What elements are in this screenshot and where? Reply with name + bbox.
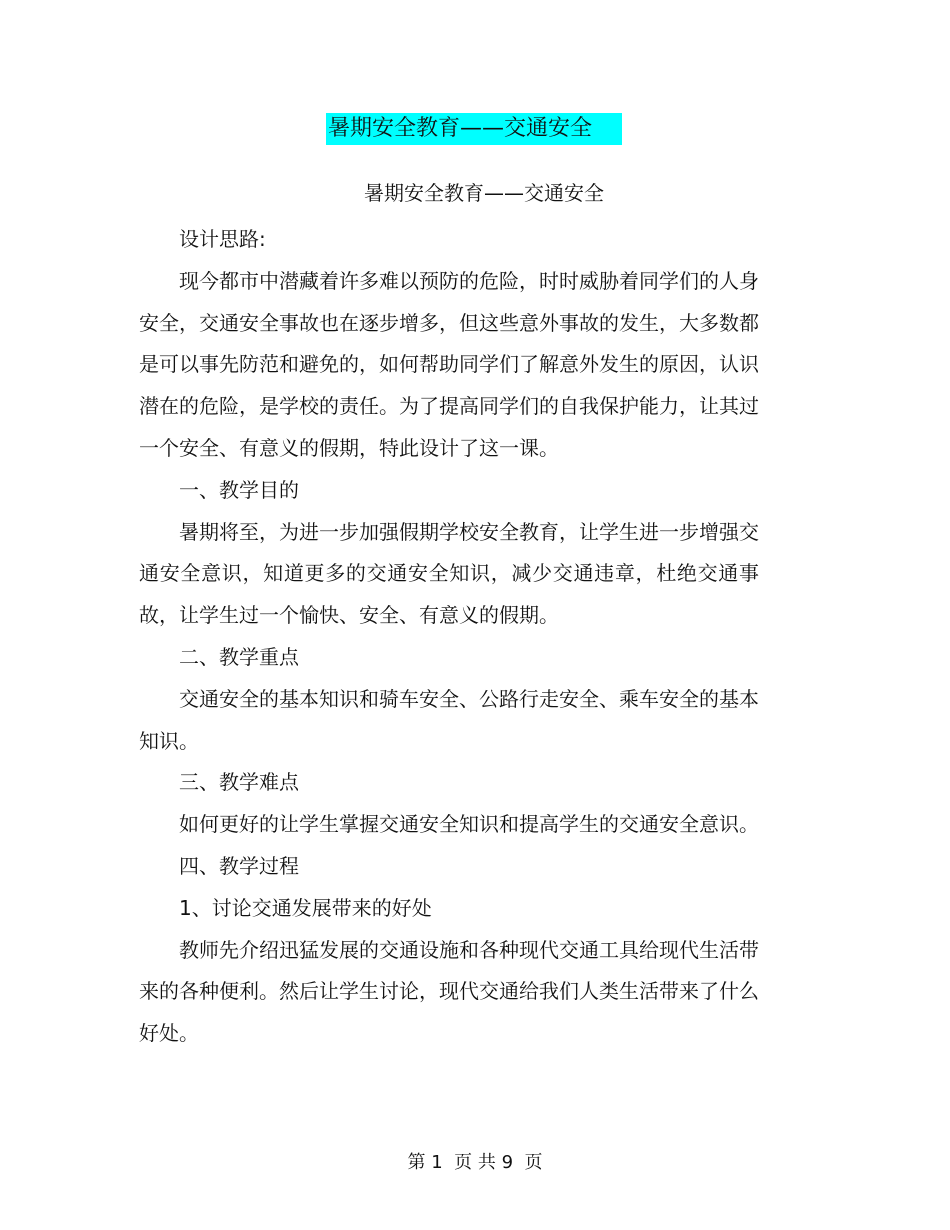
document-title: 暑期安全教育——交通安全 — [326, 113, 622, 145]
document-body — [139, 219, 759, 1055]
section-heading-process: 四、教学过程 — [179, 853, 299, 878]
section-heading-difficulties: 三、教学难点 — [179, 770, 299, 795]
page-footer: 第 1 页 共 9 页 — [407, 1152, 543, 1173]
design-heading: 设计思路: — [179, 227, 266, 251]
key-points-paragraph: 交通安全的基本知识和骑车安全、公路行走安全、乘车安全的基本知识。 — [139, 686, 759, 753]
document-subtitle: 暑期安全教育——交通安全 — [364, 181, 604, 205]
section-heading-objectives: 一、教学目的 — [179, 477, 299, 502]
objectives-paragraph: 暑期将至，为进一步加强假期学校安全教育，让学生进一步增强交通安全意识，知道更多的交通安全知识，减少交通违章，杜绝交通事故，让学生过一个愉快、安全、有意义的假期。 — [139, 519, 759, 628]
section-heading-key-points: 二、教学重点 — [179, 644, 299, 669]
difficulties-paragraph: 如何更好的让学生掌握交通安全知识和提高学生的交通安全意识。 — [179, 812, 759, 837]
step1-paragraph: 教师先介绍迅猛发展的交通设施和各种现代交通工具给现代生活带来的各种便利。然后让学生讨论，现代交通给我们人类生活带来了什么好处。 — [139, 937, 759, 1046]
design-paragraph: 现今都市中潜藏着许多难以预防的危险，时时威胁着同学们的人身安全，交通安全事故也在逐步增多，但这些意外事故的发生，大多数都是可以事先防范和避免的，如何帮助同学们了解意外发生的原因，认识潜在的危险，是学校的责任。为了提高同学们的自我保护能力，让其过一个安全、有意义的假期，特此设计了这一课。 — [139, 268, 759, 460]
step1-heading: 1、讨论交通发展带来的好处 — [179, 895, 432, 920]
